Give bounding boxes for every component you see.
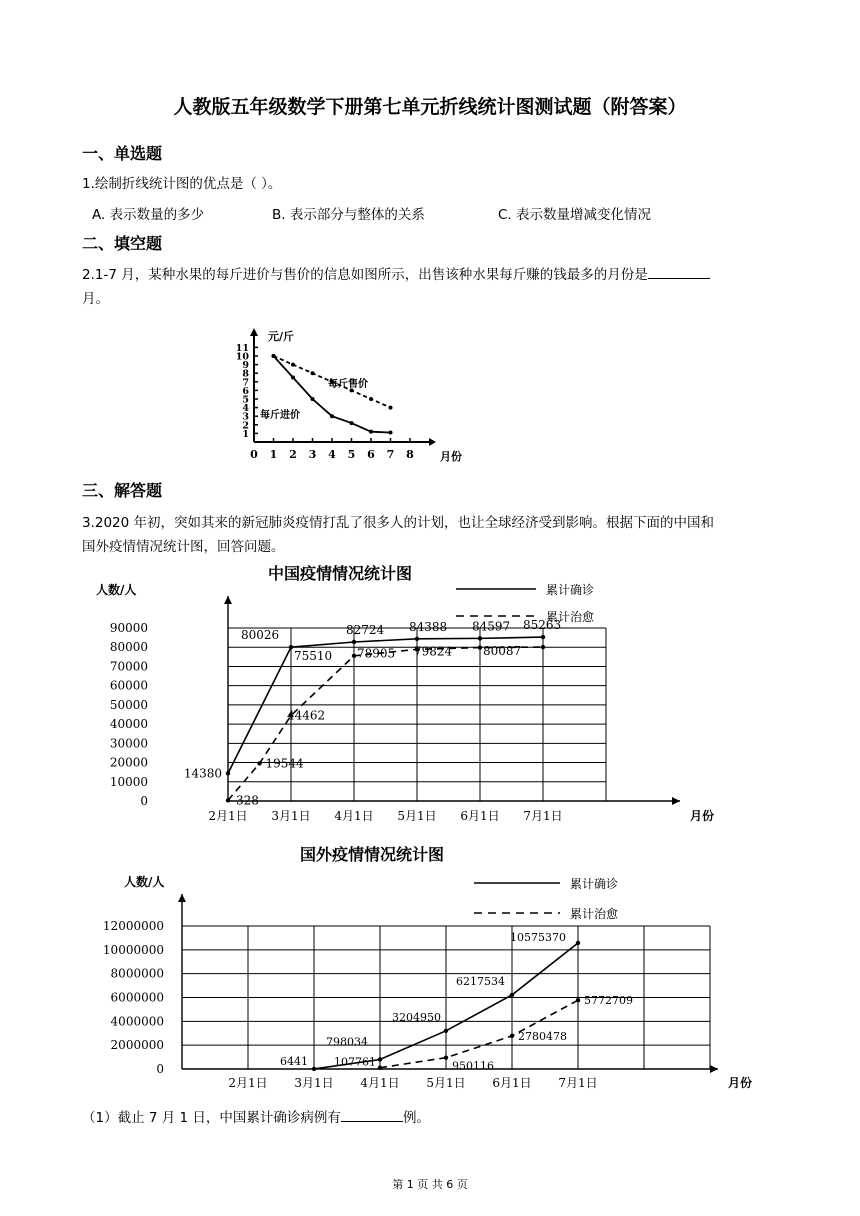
series-label: 每斤售价 <box>328 379 368 390</box>
section-heading-solve: 三、解答题 <box>82 481 163 500</box>
y-tick-label: 4000000 <box>110 1014 164 1029</box>
data-point <box>541 645 545 649</box>
x-tick-label: 8 <box>406 448 414 461</box>
y-axis-label: 元/斤 <box>268 330 295 343</box>
legend-label: 累计确诊 <box>546 583 595 597</box>
data-label: 80087 <box>483 644 522 659</box>
y-tick-label: 10000000 <box>102 942 164 957</box>
data-point <box>444 1055 448 1059</box>
data-point <box>415 637 419 641</box>
x-axis-label: 月份 <box>728 1076 753 1090</box>
question-3 <box>82 511 802 559</box>
data-point <box>330 414 334 418</box>
x-axis-arrow <box>710 1065 718 1073</box>
data-point <box>510 993 514 997</box>
answer-blank[interactable] <box>341 1107 403 1122</box>
question-2-text: 2.1-7 月，某种水果的每斤进价与售价的信息如图所示，出售该种水果每斤赚的钱最多的月份是 <box>82 267 648 283</box>
x-axis-arrow <box>429 438 436 446</box>
question-3-sub-1 <box>82 1106 782 1130</box>
data-point <box>378 1057 382 1061</box>
question-1: 1.绘制折线统计图的优点是（ ）。 <box>82 176 282 192</box>
data-label: 19544 <box>265 756 304 771</box>
data-point <box>311 371 315 375</box>
data-point <box>389 431 393 435</box>
x-tick-label: 3 <box>308 448 317 461</box>
y-tick-label: 8 <box>242 368 249 380</box>
x-axis-label: 月份 <box>690 809 715 823</box>
x-tick-label: 2月1日 <box>208 809 248 823</box>
question-3-text: 3.2020 年初，突如其来的新冠肺炎疫情打乱了很多人的计划，也让全球经济受到影响。根据下面的中国和 <box>82 515 715 531</box>
y-tick-label: 1 <box>242 428 249 440</box>
x-tick-label: 5月1日 <box>397 809 437 823</box>
data-point <box>272 354 276 358</box>
data-point <box>291 376 295 380</box>
data-point <box>312 1067 316 1071</box>
data-point <box>541 635 545 639</box>
data-point <box>352 640 356 644</box>
x-tick-label: 4 <box>328 448 336 461</box>
y-tick-label: 11 <box>235 342 249 354</box>
answer-blank[interactable] <box>648 264 710 279</box>
y-axis-arrow <box>250 328 258 336</box>
data-point <box>226 771 230 775</box>
y-tick-label: 3 <box>242 411 249 423</box>
x-tick-label: 7 <box>386 448 395 461</box>
section-heading-fill-blank: 二、填空题 <box>82 234 163 253</box>
y-tick-label: 12000000 <box>102 919 164 933</box>
y-tick-label: 6 <box>242 385 249 397</box>
x-tick-label: 3月1日 <box>294 1076 334 1090</box>
x-axis-label: 月份 <box>440 450 462 463</box>
x-tick-label: 6 <box>367 448 375 461</box>
data-label: 78905 <box>357 646 396 661</box>
y-tick-label: 30000 <box>109 736 148 751</box>
data-label: 950116 <box>452 1059 494 1073</box>
y-axis-label: 人数/人 <box>124 875 165 889</box>
page-footer: 第 1 页 共 6 页 <box>392 1178 468 1191</box>
option-a[interactable]: A. 表示数量的多少 <box>92 207 205 223</box>
data-point <box>478 645 482 649</box>
y-tick-label: 0 <box>156 1062 164 1076</box>
x-tick-label: 6月1日 <box>492 1076 532 1090</box>
y-axis-arrow <box>224 596 232 604</box>
data-label: 2780478 <box>518 1029 567 1043</box>
data-label: 44462 <box>287 708 326 723</box>
y-tick-label: 10 <box>235 351 249 363</box>
x-tick-label: 5月1日 <box>426 1076 466 1090</box>
x-tick-label: 1 <box>269 448 278 461</box>
series-line <box>274 356 391 433</box>
option-c[interactable]: C. 表示数量增减变化情况 <box>498 207 652 223</box>
abroad-epidemic-chart <box>80 840 753 1102</box>
x-tick-label: 5 <box>347 448 356 461</box>
x-tick-label: 7月1日 <box>558 1076 598 1090</box>
y-tick-label: 6000000 <box>110 990 164 1005</box>
y-tick-label: 0 <box>140 794 148 808</box>
data-point <box>291 363 295 367</box>
data-label: 84388 <box>409 619 448 634</box>
page-title: 人教版五年级数学下册第七单元折线统计图测试题（附答案） <box>173 96 687 118</box>
data-label: 328 <box>236 793 259 808</box>
option-b[interactable]: B. 表示部分与整体的关系 <box>272 207 425 223</box>
data-label: 85263 <box>523 618 562 633</box>
legend-label: 累计治愈 <box>546 610 595 624</box>
y-tick-label: 50000 <box>109 697 148 712</box>
sub-question-text-end: 例。 <box>402 1110 430 1126</box>
x-tick-label: 7月1日 <box>523 809 563 823</box>
chart-title: 中国疫情情况统计图 <box>267 564 413 583</box>
data-label: 14380 <box>183 766 222 781</box>
y-tick-label: 7 <box>242 377 249 389</box>
chart-title: 国外疫情情况统计图 <box>299 845 445 864</box>
data-label: 798034 <box>326 1035 368 1049</box>
data-label: 3204950 <box>392 1010 441 1024</box>
x-tick-label: 0 <box>250 448 258 461</box>
data-point <box>226 798 230 802</box>
data-point <box>289 645 293 649</box>
x-tick-label: 3月1日 <box>271 809 311 823</box>
x-tick-label: 2 <box>289 448 297 461</box>
x-tick-label: 4月1日 <box>334 809 374 823</box>
y-tick-label: 10000 <box>109 774 148 789</box>
data-label: 80026 <box>241 628 280 643</box>
y-tick-label: 9 <box>242 360 249 372</box>
y-tick-label: 60000 <box>109 678 148 693</box>
data-point <box>369 430 373 434</box>
section-heading-single-choice: 一、单选题 <box>82 144 163 163</box>
y-tick-label: 80000 <box>109 640 148 655</box>
data-point <box>350 421 354 425</box>
data-point <box>369 397 373 401</box>
y-axis-label: 人数/人 <box>96 583 137 597</box>
china-epidemic-chart <box>80 558 715 830</box>
y-tick-label: 20000 <box>109 755 148 770</box>
data-point <box>257 761 261 765</box>
x-tick-label: 6月1日 <box>460 809 500 823</box>
y-tick-label: 4 <box>242 403 249 415</box>
y-tick-label: 70000 <box>109 659 148 674</box>
data-point <box>478 636 482 640</box>
y-tick-label: 8000000 <box>110 966 164 981</box>
data-point <box>352 654 356 658</box>
x-tick-label: 4月1日 <box>360 1076 400 1090</box>
y-tick-label: 5 <box>242 394 249 406</box>
y-axis-arrow <box>178 894 186 902</box>
data-label: 75510 <box>294 648 333 663</box>
series-label: 每斤进价 <box>260 410 300 421</box>
data-label: 79824 <box>414 644 453 659</box>
data-label: 6441 <box>280 1054 308 1068</box>
legend-label: 累计确诊 <box>570 877 619 891</box>
x-tick-label: 2月1日 <box>228 1076 268 1090</box>
data-point <box>378 1066 382 1070</box>
data-label: 5772709 <box>584 994 633 1008</box>
data-label: 82724 <box>346 622 385 637</box>
y-tick-label: 40000 <box>109 717 148 732</box>
x-axis-arrow <box>672 797 680 805</box>
y-tick-label: 2000000 <box>110 1038 164 1053</box>
data-label: 10575370 <box>510 930 566 944</box>
data-point <box>389 406 393 410</box>
data-label: 84597 <box>472 619 511 634</box>
data-label: 6217534 <box>456 974 505 988</box>
y-tick-label: 90000 <box>109 621 148 635</box>
sub-question-text: （1）截止 7 月 1 日，中国累计确诊病例有 <box>82 1110 341 1126</box>
fruit-price-chart <box>228 326 478 466</box>
question-2 <box>82 263 782 311</box>
data-point <box>444 1029 448 1033</box>
y-tick-label: 2 <box>242 420 249 432</box>
data-point <box>311 397 315 401</box>
question-2-text-end: 月。 <box>82 291 109 307</box>
data-label: 107761 <box>334 1055 376 1069</box>
data-point <box>510 1034 514 1038</box>
data-point <box>576 941 580 945</box>
question-3-text-end: 国外疫情情况统计图，回答问题。 <box>82 539 285 555</box>
legend-label: 累计治愈 <box>570 907 619 921</box>
data-point <box>576 998 580 1002</box>
